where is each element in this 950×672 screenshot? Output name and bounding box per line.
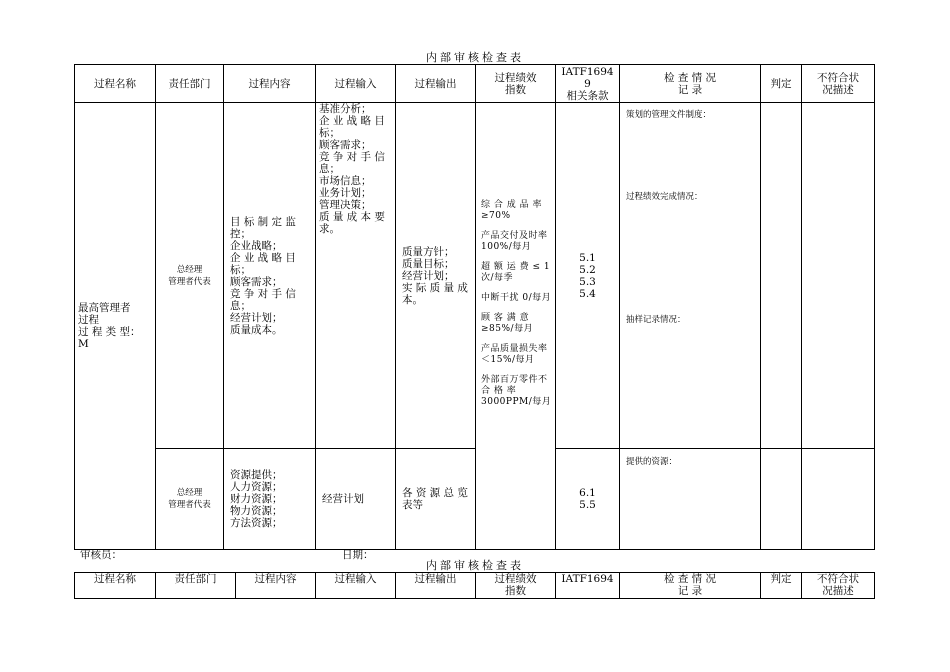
list-item: 质量成本。 <box>230 323 283 336</box>
header-kpi: 过程绩效 指数 <box>476 65 556 103</box>
header-record: 检 查 情 况 记 录 <box>620 573 761 599</box>
header-clause: IATF1694 <box>556 573 620 599</box>
list-item: 企 业 战 略 目 <box>319 115 385 127</box>
list-item: 人力资源； <box>230 481 283 493</box>
header-process-name: 过程名称 <box>75 65 156 103</box>
list-item: 管理决策； <box>319 199 372 211</box>
department-cell: 总经理 管理者代表 <box>156 449 224 550</box>
list-item: 质量目标； <box>402 257 455 270</box>
clause-cell <box>556 103 620 449</box>
list-item: 息； <box>319 163 340 175</box>
audit-checklist-table <box>74 64 875 550</box>
record-performance: 过程绩效完成情况： <box>626 192 703 202</box>
kpi-cell <box>476 103 556 550</box>
list-item: 顾客需求； <box>319 139 372 151</box>
audit-checklist-table-2 <box>74 572 875 599</box>
header-department: 责任部门 <box>156 65 224 103</box>
list-item: 超 额 运 费 ≤ 1 次/每季 <box>481 262 551 283</box>
list-item: 顾客需求； <box>230 275 283 288</box>
list-item: 息； <box>230 299 251 312</box>
header-judge: 判定 <box>761 65 802 103</box>
list-item: 产品交付及时率 100%/每月 <box>481 231 548 252</box>
list-item: 实 际 质 量 成 <box>402 281 468 294</box>
content-cell <box>224 449 316 550</box>
header-input: 过程输入 <box>316 573 396 599</box>
content-cell <box>224 103 316 449</box>
header-input: 过程输入 <box>316 65 396 103</box>
header-content: 过程内容 <box>224 65 316 103</box>
header-record: 检 查 情 况 记 录 <box>620 65 761 103</box>
header-content: 过程内容 <box>236 573 316 599</box>
list-item: 控； <box>230 227 251 240</box>
list-item: 综 合 成 品 率 ≥70% <box>481 200 542 221</box>
process-name-cell: 最高管理者 过程 过 程 类 型： M <box>75 103 156 550</box>
list-item: 产品质量损失率＜15%/每月 <box>481 344 548 365</box>
list-item: 质量方针； <box>402 245 455 258</box>
list-item: 方法资源； <box>230 517 283 529</box>
clause-number: 5.2 <box>579 263 596 276</box>
input-cell: 经营计划 <box>316 449 396 550</box>
header-kpi: 过程绩效 指数 <box>476 573 556 599</box>
list-item: 表等 <box>402 499 423 511</box>
output-cell <box>396 103 476 449</box>
record-cell <box>620 103 761 449</box>
list-item: 基准分析； <box>319 103 372 115</box>
judge-cell <box>761 103 802 449</box>
list-item: 求。 <box>319 223 340 235</box>
table-row <box>75 103 875 449</box>
header-process-name: 过程名称 <box>75 573 156 599</box>
list-item: 质 量 成 本 要 <box>319 211 385 223</box>
nc-cell <box>802 103 875 449</box>
list-item: 竞 争 对 手 信 <box>319 151 385 163</box>
list-item: 物力资源； <box>230 505 283 517</box>
list-item: 市场信息； <box>319 175 372 187</box>
list-item: 企业战略； <box>230 239 283 252</box>
list-item: 资源提供； <box>230 469 283 481</box>
list-item: 各 资 源 总 览 <box>402 487 468 499</box>
record-sampling: 抽样记录情况： <box>626 315 686 325</box>
header-row <box>75 573 875 599</box>
input-cell <box>316 103 396 449</box>
header-judge: 判定 <box>761 573 802 599</box>
clause-number: 6.1 <box>579 487 596 499</box>
record-planning: 策划的管理文件制度： <box>626 110 712 120</box>
header-department: 责任部门 <box>156 573 236 599</box>
list-item: 企 业 战 略 目 <box>230 251 296 264</box>
checklist-title-2: 内部审核检查表 <box>426 559 524 572</box>
auditor-label: 审核员： <box>80 549 122 561</box>
list-item: 经营计划； <box>230 311 283 324</box>
clause-number: 5.5 <box>579 499 596 511</box>
department-cell: 总经理 管理者代表 <box>156 103 224 449</box>
header-output: 过程输出 <box>396 573 476 599</box>
list-item: 标； <box>230 263 251 276</box>
header-clause: IATF1694 9 相关条款 <box>556 65 620 103</box>
table-row <box>75 449 875 550</box>
clause-cell <box>556 449 620 550</box>
date-label: 日期： <box>342 549 374 561</box>
header-output: 过程输出 <box>396 65 476 103</box>
list-item: 目 标 制 定 监 <box>230 215 296 228</box>
clause-number: 5.3 <box>579 275 596 288</box>
list-item: 财力资源； <box>230 493 283 505</box>
clause-number: 5.1 <box>579 251 596 264</box>
list-item: 经营计划； <box>402 269 455 282</box>
list-item: 本。 <box>402 293 423 306</box>
list-item: 顾 客 满 意 ≥85%/每月 <box>481 313 534 334</box>
output-cell <box>396 449 476 550</box>
checklist-title: 内部审核检查表 <box>426 51 524 64</box>
clause-number: 5.4 <box>579 287 596 300</box>
list-item: 标； <box>319 127 340 139</box>
list-item: 业务计划； <box>319 187 372 199</box>
header-nc: 不符合状 况描述 <box>802 65 875 103</box>
list-item: 中断干扰 0/每月 <box>481 293 552 303</box>
record-resources: 提供的资源： <box>620 449 761 550</box>
header-row <box>75 65 875 103</box>
list-item: 外部百万零件不 合 格 率 3000PPM/每月 <box>481 375 552 407</box>
header-nc: 不符合状 况描述 <box>802 573 875 599</box>
nc-cell <box>802 449 875 550</box>
list-item: 竞 争 对 手 信 <box>230 287 296 300</box>
judge-cell <box>761 449 802 550</box>
